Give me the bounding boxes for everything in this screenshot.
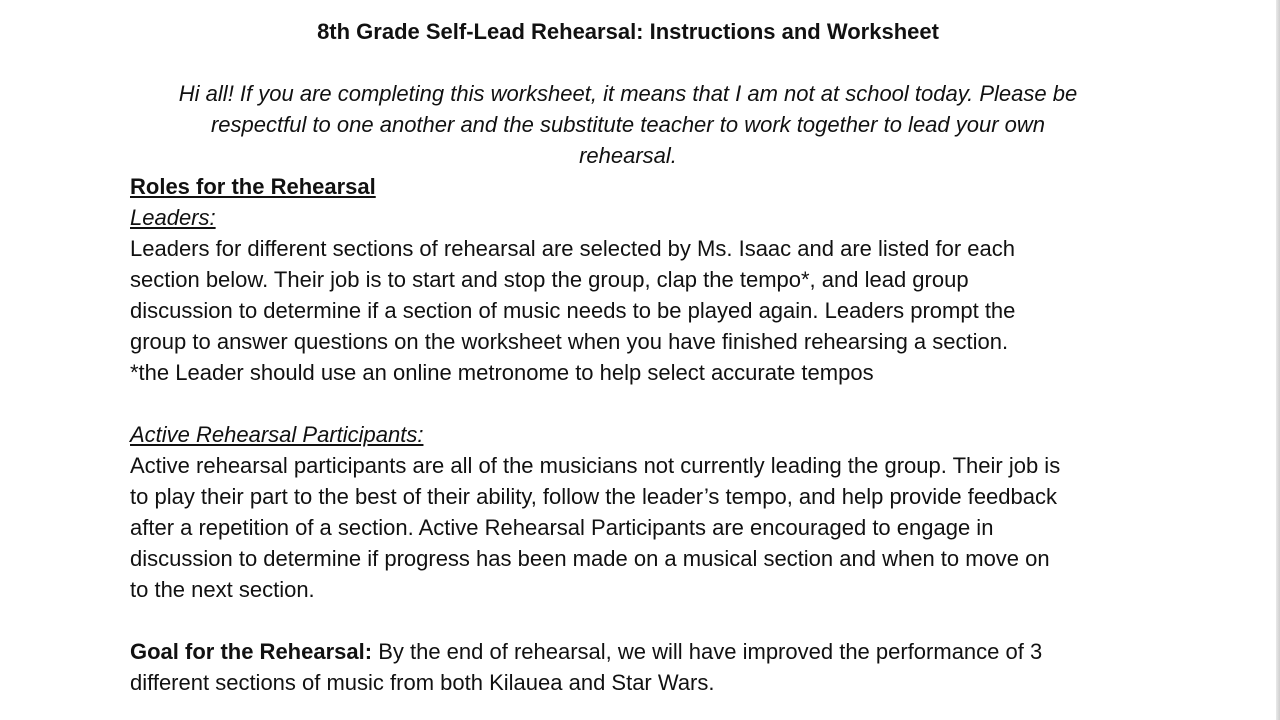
- participants-text-line: discussion to determine if progress has been made on a musical section and when to move on: [130, 546, 1050, 571]
- leaders-text-line: discussion to determine if a section of music needs to be played again. Leaders prompt the: [130, 298, 1016, 323]
- participants-text-line: to play their part to the best of their ability, follow the leader’s tempo, and help provide feedback: [130, 484, 1057, 509]
- goal-section: [130, 636, 1130, 698]
- roles-section: [130, 171, 1130, 388]
- leaders-subheading: Leaders:: [130, 205, 216, 230]
- intro-line: respectful to one another and the substitute teacher to work together to lead your own: [210, 112, 1046, 137]
- intro-paragraph: [130, 78, 1126, 171]
- leaders-text-line: group to answer questions on the worksheet when you have finished rehearsing a section.: [130, 329, 1009, 354]
- leaders-note: *the Leader should use an online metronome to help select accurate tempos: [130, 360, 874, 385]
- roles-heading: Roles for the Rehearsal: [130, 174, 376, 199]
- participants-section: [130, 419, 1130, 605]
- participants-text-line: to the next section.: [130, 577, 315, 602]
- goal-text-line: different sections of music from both Kilauea and Star Wars.: [130, 670, 715, 695]
- document-title: 8th Grade Self-Lead Rehearsal: Instructions and Worksheet: [317, 19, 939, 44]
- goal-text: By the end of rehearsal, we will have improved the performance of 3: [372, 639, 1043, 664]
- leaders-text-line: Leaders for different sections of rehearsal are selected by Ms. Isaac and are listed for each: [130, 236, 1015, 261]
- participants-subheading: Active Rehearsal Participants:: [130, 422, 424, 447]
- intro-line: rehearsal.: [579, 143, 677, 168]
- intro-line: Hi all! If you are completing this worksheet, it means that I am not at school today. Please be: [178, 81, 1078, 106]
- page-edge-shadow: [1276, 0, 1280, 720]
- participants-text-line: after a repetition of a section. Active Rehearsal Participants are encouraged to engage in: [130, 515, 994, 540]
- leaders-text-line: section below. Their job is to start and stop the group, clap the tempo*, and lead group: [130, 267, 969, 292]
- goal-line: [130, 636, 1130, 667]
- goal-label: Goal for the Rehearsal:: [130, 639, 373, 664]
- participants-text-line: Active rehearsal participants are all of the musicians not currently leading the group. Their job is: [130, 453, 1061, 478]
